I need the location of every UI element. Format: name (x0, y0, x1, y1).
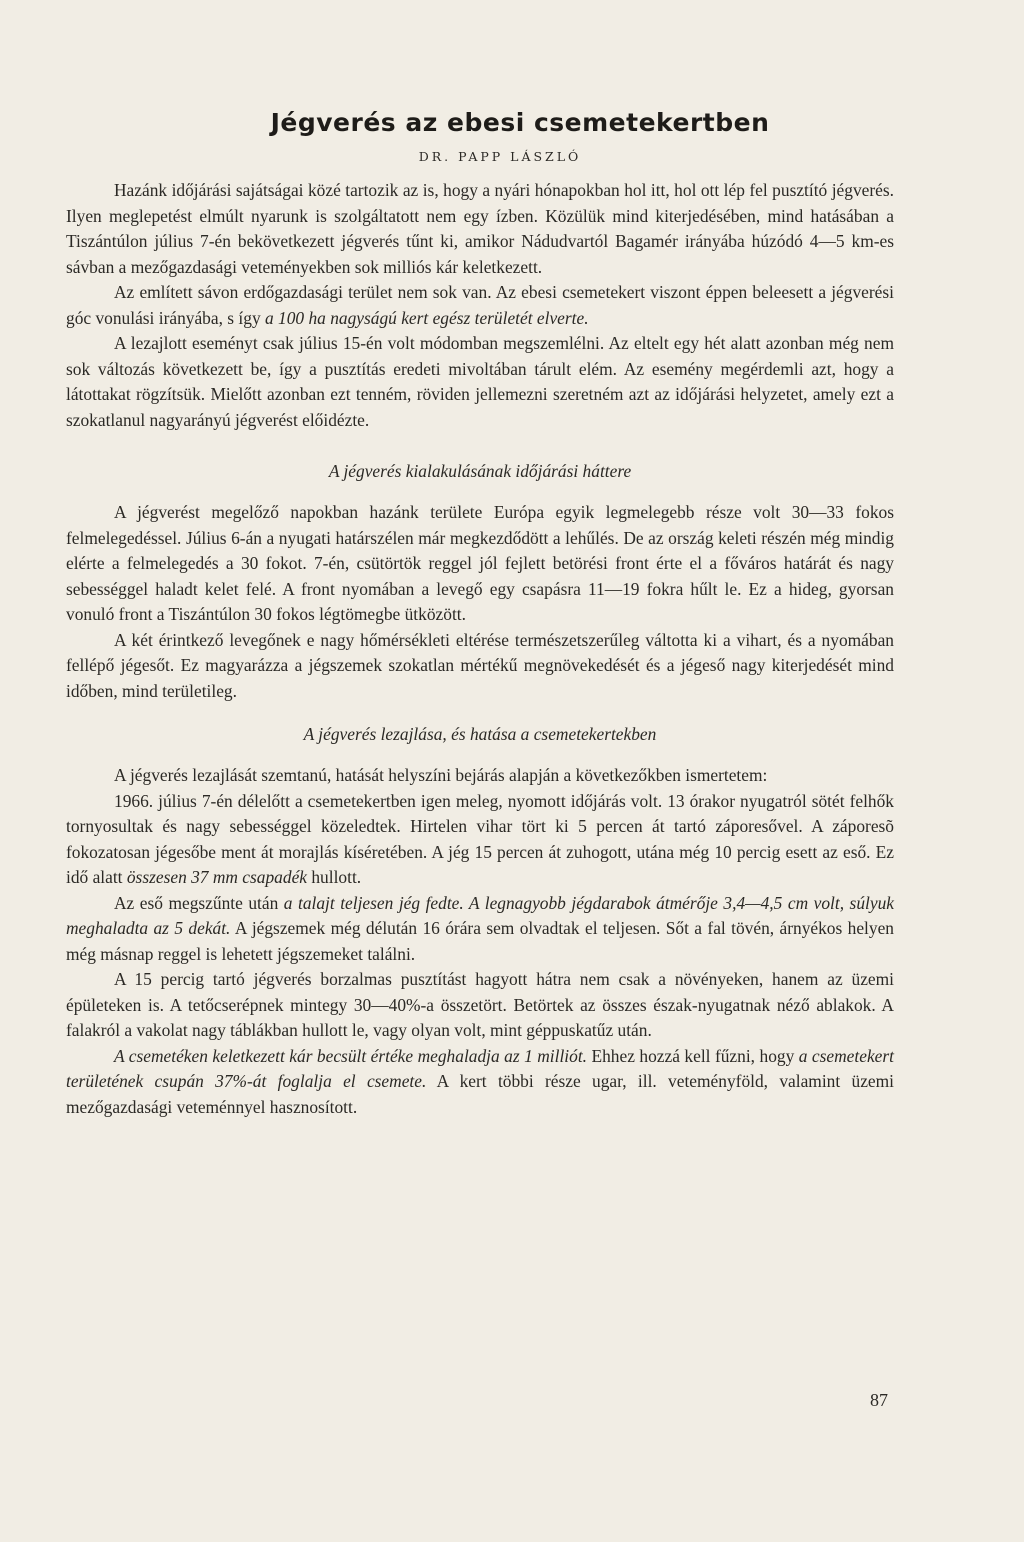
article-title: Jégverés az ebesi csemetekertben (270, 108, 770, 137)
paragraph: A lezajlott eseményt csak július 15-én volt módomban megszemlélni. Az eltelt egy hét alatt azonban még nem sok változás következett be, így a pusztítás eredeti mivoltában tárult elém. Az esemény megérdemli azt, hogy a látottakat rögzítsük. Mielőtt azonban ezt tenném, röviden jellemezni szeretném azt az időjárási helyzetet, amely ezt a szokatlanul nagyarányú jégverést előidézte. (66, 333, 894, 430)
italic-text: a csemetekert területének csupán 37%-át foglalja el csemete. (66, 1045, 894, 1091)
paragraph: A két érintkező levegőnek e nagy hőmérsékleti eltérése természetszerűleg váltotta ki a vihart, és a nyomában fellépő jégesőt. Ez magyarázza a jégszemek szokatlan mértékű megnövekedését és a jégeső nagy kiterjedését mind időben, mind területileg. (66, 629, 894, 701)
page-number: 87 (870, 1390, 888, 1410)
italic-text: összesen 37 mm csapadék (126, 867, 308, 887)
paragraph: A jégverés lezajlását szemtanú, hatását helyszíni bejárás alapján a következőkben ismertetem: (114, 765, 768, 785)
article-body (66, 178, 894, 1120)
paragraph-text: A jégszemek még délután 16 órára sem olvadtak el teljesen. Sőt a fal tövén, árnyékos helyen még másnap reggel is lehetett jégszemeket találni. (66, 918, 894, 964)
paragraph (66, 891, 894, 968)
paragraph-text: Az eső megszűnte után (114, 892, 284, 913)
article-author: DR. PAPP LÁSZLÓ (418, 149, 582, 164)
italic-text: a talajt teljesen jég fedte. A legnagyobb jégdarabok átmérője 3,4—4,5 cm volt, súlyuk meghaladta az 5 dekát. (66, 892, 894, 938)
paragraph-text: A kert többi része ugar, ill. veteményföld, valamint üzemi mezőgazdasági veteménnyel hasznosított. (66, 1071, 894, 1117)
section-heading: A jégverés lezajlása, és hatása a csemetekertekben (303, 724, 657, 744)
paragraph-text: hullott. (307, 867, 362, 887)
paragraph: Hazánk időjárási sajátságai közé tartozik az is, hogy a nyári hónapokban hol itt, hol ott lép fel pusztító jégverés. Ilyen meglepetést elmúlt nyarunk is szolgáltatott nem egy ízben. Közülük mind kiterjedésében, mind hatásában a Tiszántúlon július 7-én bekövetkezett jégverés tűnt ki, amikor Nádudvartól Bagamér irányába húzódó 4—5 km-es sávban a mezőgazdasági veteményekben sok milliós kár keletkezett. (66, 180, 894, 277)
italic-text: a 100 ha nagyságú kert egész területét elverte. (264, 307, 589, 328)
section-heading: A jégverés kialakulásának időjárási háttere (328, 461, 632, 481)
paragraph-text: 1966. július 7-én délelőtt a csemetekertben igen meleg, nyomott időjárás volt. 13 órakor nyugatról sötét felhők tornyosultak és nagy sebességgel közeledtek. Hirtelen vihar tört ki 5 percen át tartó záporesővel. A záporesõ fokozatosan jégesőbe ment át morajlás kíséretében. A jég 15 percen át zuhogott, utána még 10 percig esett az eső. Ez idő alatt (66, 790, 894, 887)
paragraph (66, 280, 894, 331)
paragraph-text: Ehhez hozzá kell fűzni, hogy (587, 1045, 799, 1066)
paragraph (66, 1044, 894, 1121)
paragraph-text: Az említett sávon erdőgazdasági terület nem sok van. Az ebesi csemetekert viszont éppen beleesett a jégverési góc vonulási irányába, s így (66, 282, 894, 328)
italic-text: A csemetéken keletkezett kár becsült értéke meghaladja az 1 milliót. (114, 1045, 588, 1066)
paragraph (66, 789, 894, 891)
paragraph: A jégverést megelőző napokban hazánk területe Európa egyik legmelegebb része volt 30—33 fokos felmelegedéssel. Július 6-án a nyugati határszélen már megkezdődött a lehűlés. De az ország keleti részén még mindig elérte a felmelegedés a 30 fokot. 7-én, csütörtök reggel jól fejlett betörési front érte el a főváros határát és nagy sebességgel haladt kelet felé. A front nyomában a levegő egy csapásra 11—19 fokra hűlt le. Ez a hideg, gyorsan vonuló front a Tiszántúlon 30 fokos légtömegbe ütközött. (66, 502, 894, 624)
paragraph: A 15 percig tartó jégverés borzalmas pusztítást hagyott hátra nem csak a növényeken, hanem az üzemi épületeken is. A tetőcserépnek mintegy 30—40%-a összetört. Betörtek az összes észak-nyugatnak néző ablakok. A falakról a vakolat nagy táblákban hullott le, vagy olyan volt, mint géppuskatűz után. (66, 969, 894, 1040)
